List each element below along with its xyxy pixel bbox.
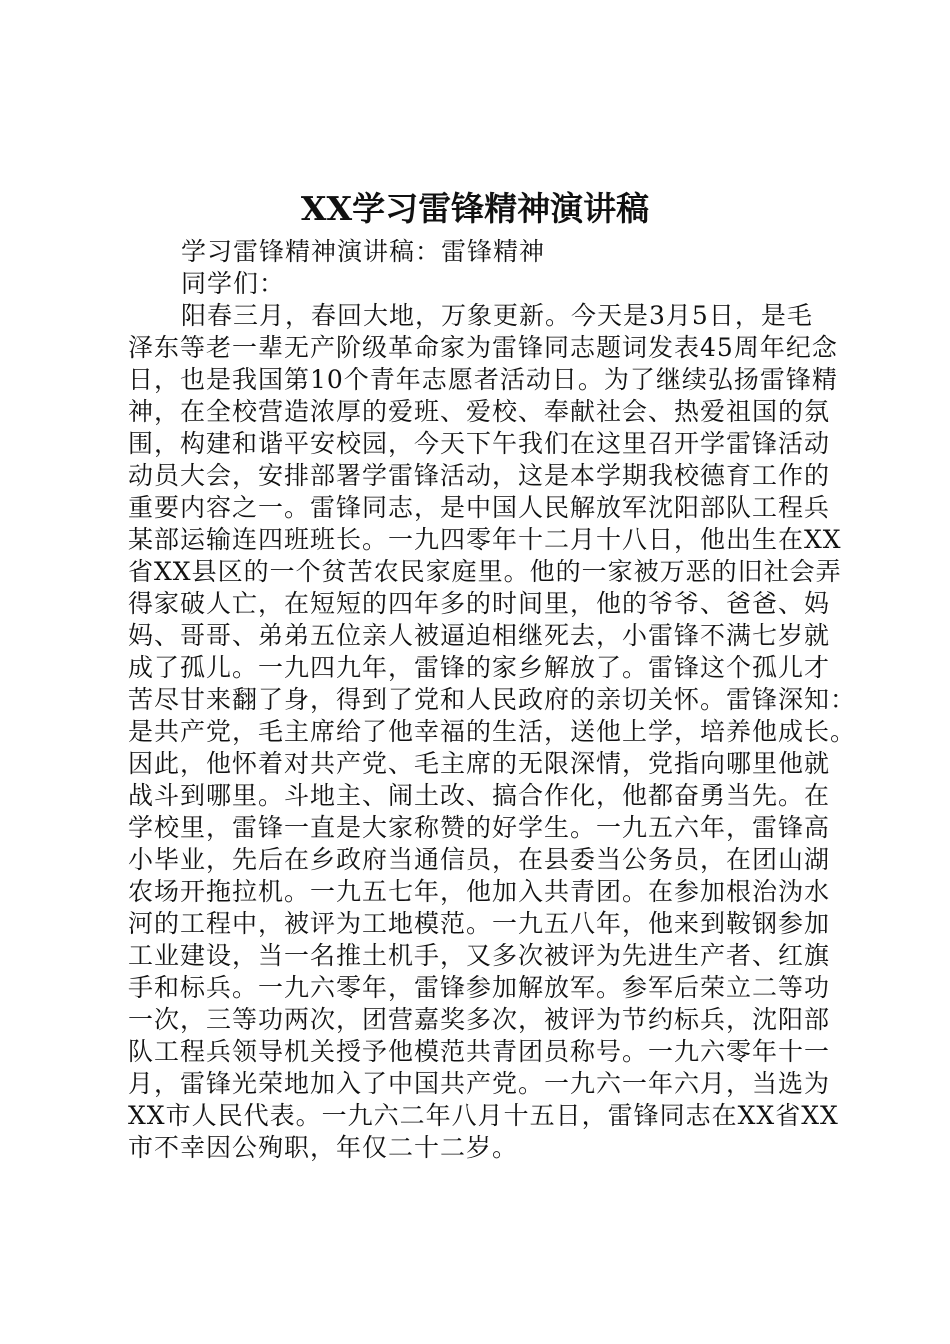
paragraph-line: 小毕业，先后在乡政府当通信员，在县委当公务员，在团山湖 xyxy=(128,845,831,874)
paragraph-line: 泽东等老一辈无产阶级革命家为雷锋同志题词发表45周年纪念 xyxy=(128,333,838,362)
paragraph-line: 围，构建和谐平安校园，今天下午我们在这里召开学雷锋活动 xyxy=(128,429,831,458)
document-body xyxy=(128,236,857,1164)
paragraph-line: 一次，三等功两次，团营嘉奖多次，被评为节约标兵，沈阳部 xyxy=(128,1005,831,1034)
paragraph-line: 河的工程中，被评为工地模范。一九五八年，他来到鞍钢参加 xyxy=(128,909,831,938)
paragraph-line: XX市人民代表。一九六二年八月十五日，雷锋同志在XX省XX xyxy=(128,1101,839,1130)
paragraph-line: 日，也是我国第10个青年志愿者活动日。为了继续弘扬雷锋精 xyxy=(128,365,838,394)
subtitle-line: 学习雷锋精神演讲稿：雷锋精神 xyxy=(181,237,546,266)
paragraph-line: 动员大会，安排部署学雷锋活动，这是本学期我校德育工作的 xyxy=(128,461,831,490)
paragraph-line: 妈、哥哥、弟弟五位亲人被逼迫相继死去，小雷锋不满七岁就 xyxy=(128,621,831,650)
paragraph-line: 农场开拖拉机。一九五七年，他加入共青团。在参加根治沩水 xyxy=(128,877,831,906)
paragraph-line: 苦尽甘来翻了身，得到了党和人民政府的亲切关怀。雷锋深知： xyxy=(128,685,857,714)
paragraph-line: 月，雷锋光荣地加入了中国共产党。一九六一年六月，当选为 xyxy=(128,1069,831,1098)
paragraph-line: 工业建设，当一名推土机手，又多次被评为先进生产者、红旗 xyxy=(128,941,831,970)
paragraph-line: 是共产党，毛主席给了他幸福的生活，送他上学，培养他成长。 xyxy=(128,717,857,746)
paragraph-line: 得家破人亡，在短短的四年多的时间里，他的爷爷、爸爸、妈 xyxy=(128,589,831,618)
paragraph-line: 学校里，雷锋一直是大家称赞的好学生。一九五六年，雷锋高 xyxy=(128,813,831,842)
paragraph-line: 省XX县区的一个贫苦农民家庭里。他的一家被万恶的旧社会弄 xyxy=(128,557,842,586)
paragraph-line: 某部运输连四班班长。一九四零年十二月十八日，他出生在XX xyxy=(128,525,842,554)
paragraph-line: 成了孤儿。一九四九年，雷锋的家乡解放了。雷锋这个孤儿才 xyxy=(128,653,831,682)
paragraph-line: 阳春三月，春回大地，万象更新。今天是3月5日，是毛 xyxy=(181,301,813,330)
document-title: XX学习雷锋精神演讲稿 xyxy=(300,189,650,228)
paragraph-line: 因此，他怀着对共产党、毛主席的无限深情，党指向哪里他就 xyxy=(128,749,831,778)
paragraph-line: 战斗到哪里。斗地主、闹土改、搞合作化，他都奋勇当先。在 xyxy=(128,781,831,810)
paragraph-line: 重要内容之一。雷锋同志，是中国人民解放军沈阳部队工程兵 xyxy=(128,493,831,522)
paragraph-line: 队工程兵领导机关授予他模范共青团员称号。一九六零年十一 xyxy=(128,1037,831,1066)
salutation-line: 同学们： xyxy=(181,269,286,298)
paragraph-line: 手和标兵。一九六零年，雷锋参加解放军。参军后荣立二等功 xyxy=(128,973,831,1002)
paragraph-line: 市不幸因公殉职，年仅二十二岁。 xyxy=(128,1133,519,1162)
paragraph-line: 神，在全校营造浓厚的爱班、爱校、奉献社会、热爱祖国的氛 xyxy=(128,397,831,426)
speech-paragraph xyxy=(128,300,857,1164)
